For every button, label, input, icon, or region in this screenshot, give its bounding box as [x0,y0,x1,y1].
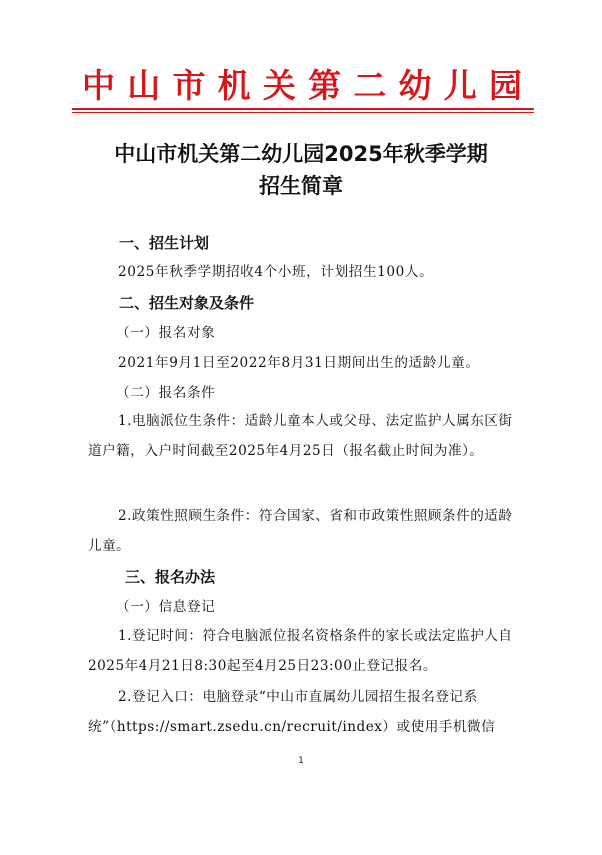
letterhead-char: 关 [262,65,296,105]
letterhead-char: 园 [488,65,522,105]
letterhead-char: 幼 [398,65,432,105]
condition-item-1: 1.电脑派位生条件：适龄儿童本人或父母、法定监护人属东区街道户籍，入户时间截至2025年4月25日（报名截止时间为准）。 [88,413,513,459]
document-subtitle: 招生简章 [259,174,343,198]
letterhead-char: 第 [308,65,342,105]
target-text: 2021年9月1日至2022年8月31日期间出生的适龄儿童。 [118,355,480,371]
letterhead-char: 机 [217,65,251,105]
subheading-conditions: （二）报名条件 [116,385,216,401]
letterhead [82,60,522,106]
letterhead-char: 市 [172,65,206,105]
registration-item-2: 2.登记入口：电脑登录“中山市直属幼儿园招生报名登记系统”（https://smart.zsedu.cn/recruit/index）或使用手机微信 [88,689,496,735]
section-heading-plan: 一、招生计划 [119,234,210,252]
document-title: 中山市机关第二幼儿园2025年秋季学期 [114,142,488,166]
section-heading-eligibility: 二、招生对象及条件 [119,294,255,312]
letterhead-rule-thin [72,112,534,113]
letterhead-char: 二 [353,65,387,105]
section-heading-method: 三、报名办法 [125,568,216,586]
plan-text: 2025年秋季学期招收4个小班，计划招生100人。 [118,264,434,280]
letterhead-rule-thick [72,108,534,110]
letterhead-char: 儿 [443,65,477,105]
page-number: 1 [298,756,304,766]
subheading-target: （一）报名对象 [116,325,216,341]
letterhead-char: 山 [127,65,161,105]
registration-item-1: 1.登记时间：符合电脑派位报名资格条件的家长或法定监护人自2025年4月21日8:30起至4月25日23:00止登记报名。 [88,628,513,674]
subheading-registration: （一）信息登记 [116,599,216,615]
condition-item-2: 2.政策性照顾生条件：符合国家、省和市政策性照顾条件的适龄儿童。 [88,508,513,554]
letterhead-char: 中 [82,65,115,105]
